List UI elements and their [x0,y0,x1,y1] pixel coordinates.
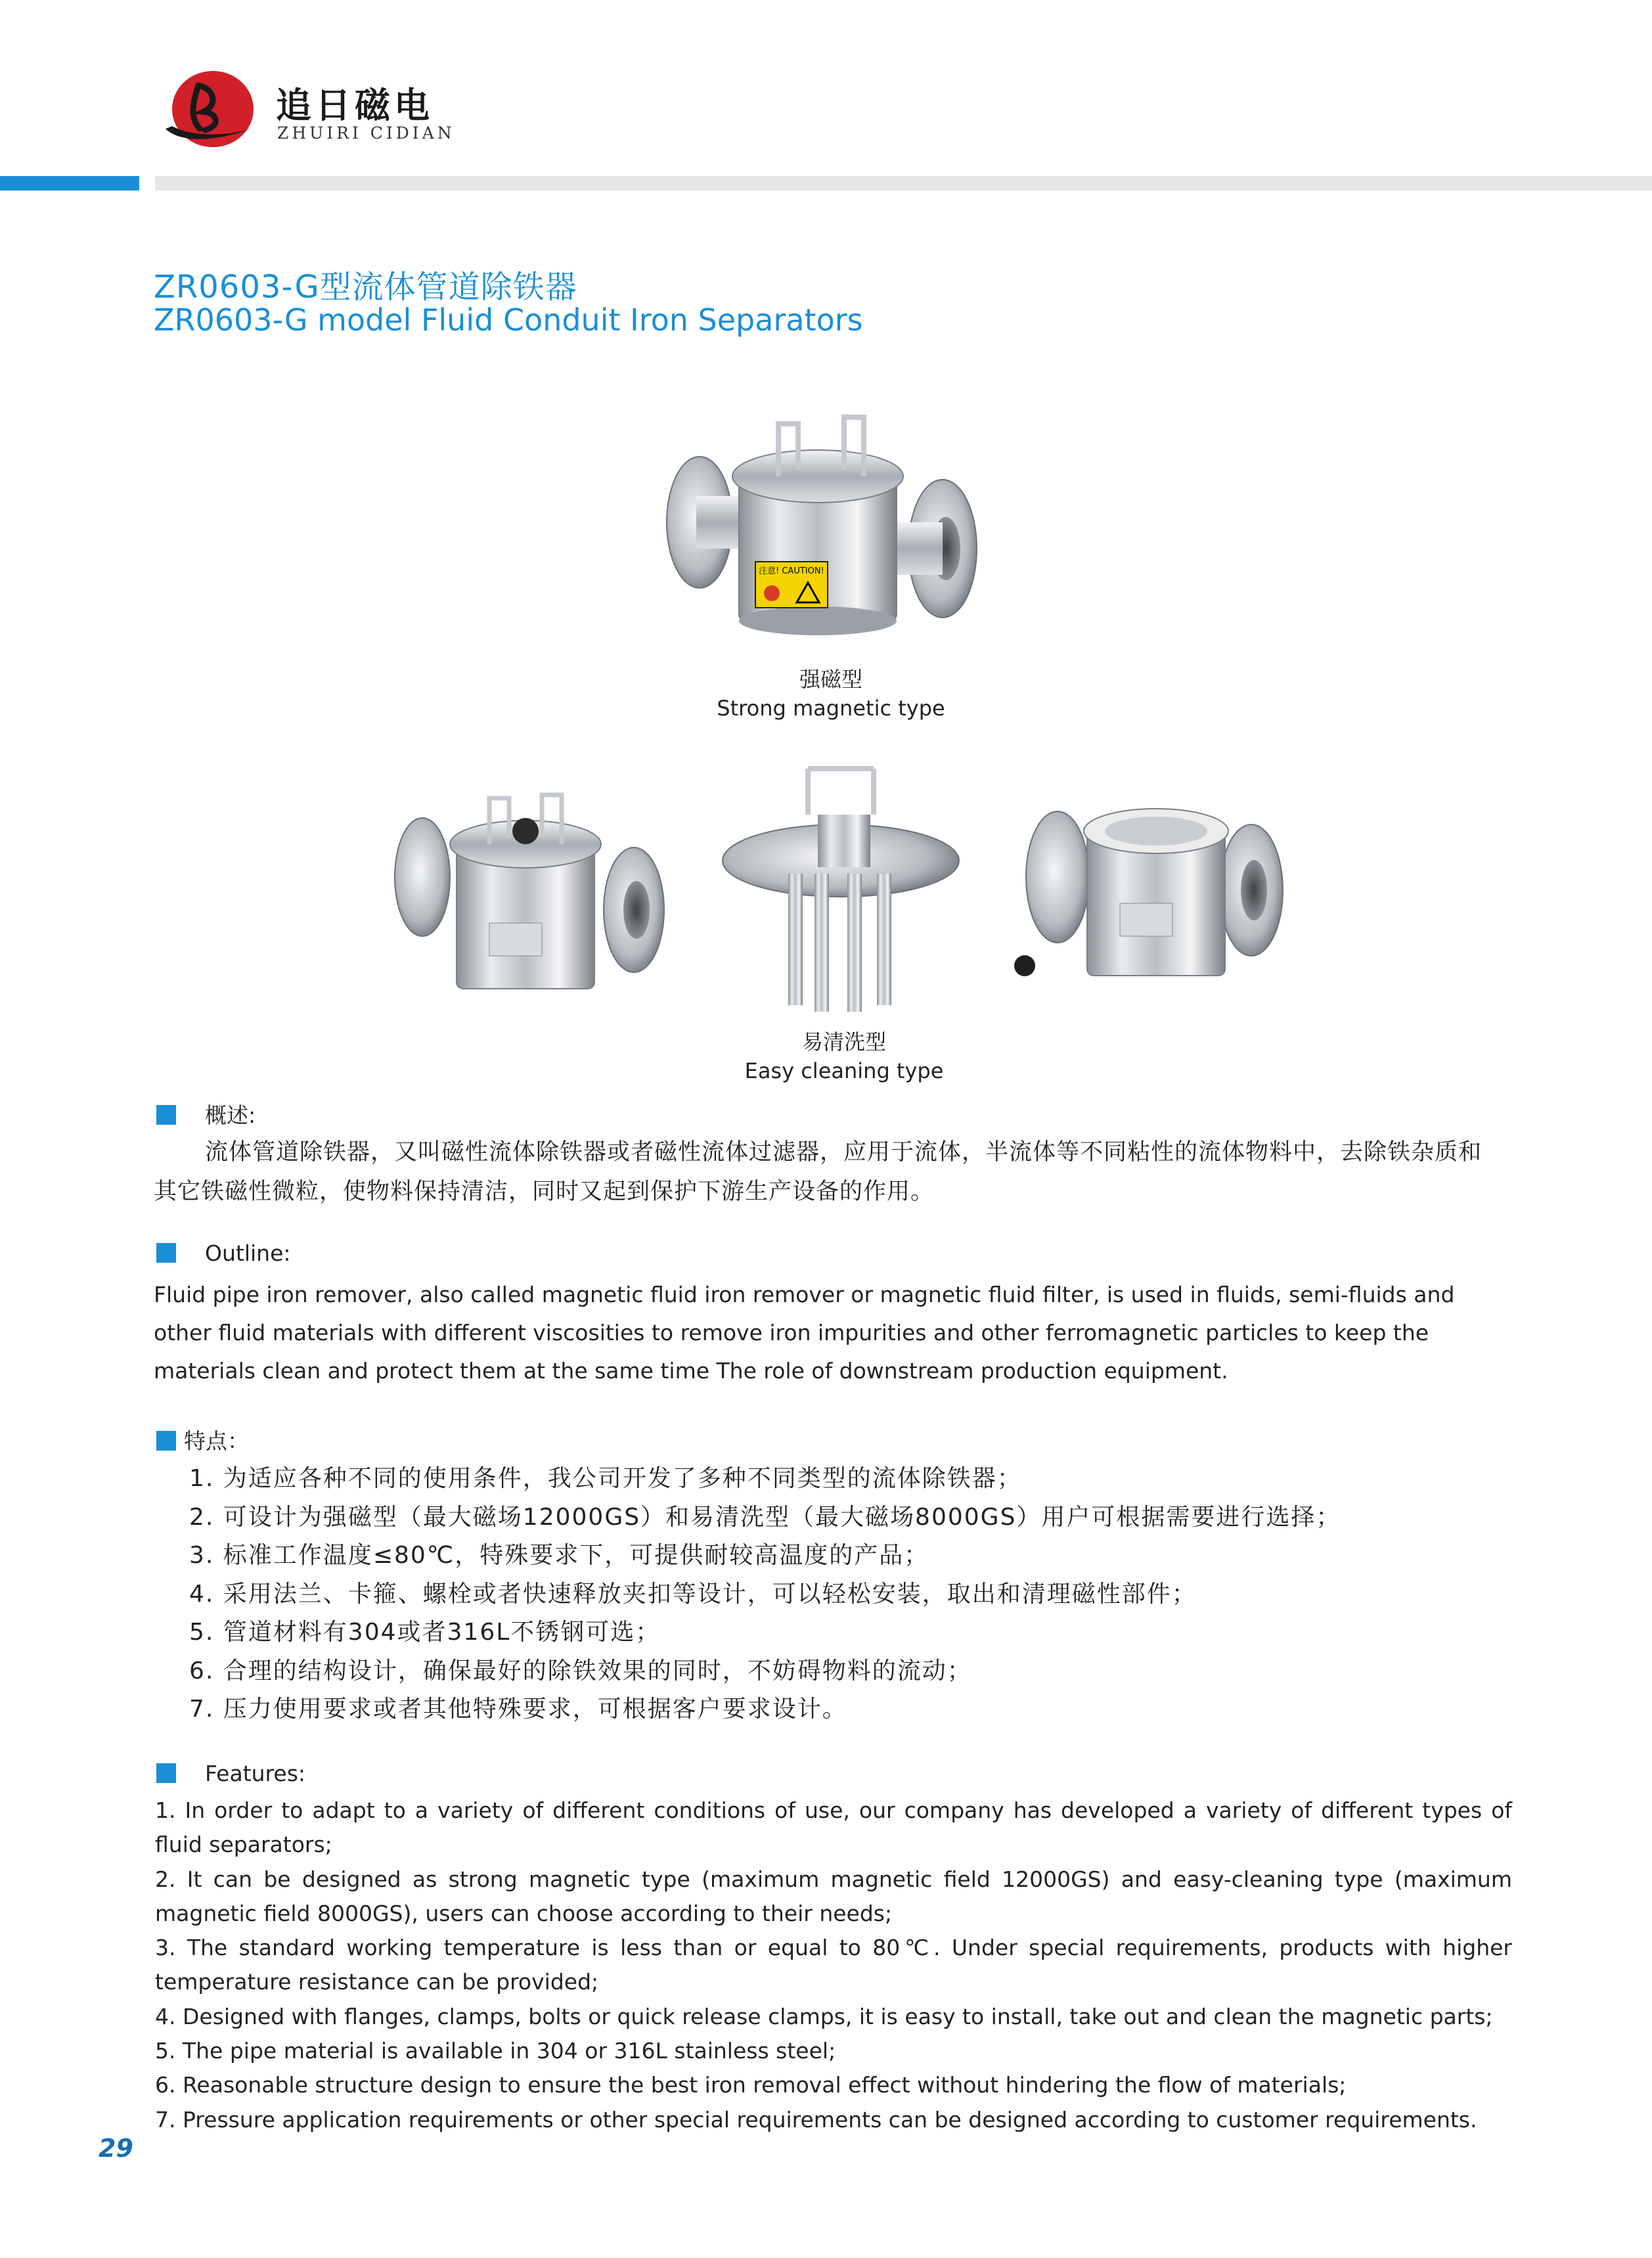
header-accent-bar [0,176,139,191]
brand-name-en: ZHUIRI CIDIAN [277,124,455,143]
caption-strong-magnetic [660,665,1002,723]
magnet-warning-icon [764,585,780,601]
page-title-en: ZR0603-G model Fluid Conduit Iron Separators [154,302,863,338]
bullet-square-icon [156,1105,176,1125]
product-photo-strong-magnetic [660,397,982,647]
product-photo-easy-cleaning-3 [1008,792,1284,1008]
bullet-square-icon [156,1243,176,1263]
list-item: 5. 管道材料有304或者316L不锈钢可选； [189,1619,661,1646]
list-item: 3. 标准工作温度≤80℃，特殊要求下，可提供耐较高温度的产品； [189,1542,929,1569]
caption-easy-cleaning-en: Easy cleaning type [744,1058,944,1083]
bullet-square-icon [156,1431,176,1451]
outline-text: Fluid pipe iron remover, also called magnetic fluid iron remover or magnetic fluid filter, is used in fluids, semi-fluids and other fluid materials with different viscosities to remove iron impurities and other ferromagnetic particles to keep the materials clean and protect them at the same time The role of downstream production equipment. [154,1282,1455,1384]
features-en-list [155,1794,1512,2137]
list-item: 1. In order to adapt to a variety of different conditions of use, our company has developed a variety of different types of fluid separators; [155,1797,1512,1858]
list-item: 6. Reasonable structure design to ensure the best iron removal effect without hindering the flow of materials; [155,2072,1347,2098]
list-item: 3. The standard working temperature is less than or equal to 80℃. Under special requirements, products with higher temperature resistance can be provided; [155,1935,1512,1995]
list-item: 2. 可设计为强磁型（最大磁场12000GS）和易清洗型（最大磁场8000GS）用户可根据需要进行选择； [189,1503,1341,1531]
overview-heading: 概述: [156,1098,256,1129]
caption-strong-magnetic-en: Strong magnetic type [717,696,945,721]
overview-text: 流体管道除铁器，又叫磁性流体除铁器或者磁性流体过滤器，应用于流体，半流体等不同粘性的流体物料中，去除铁杂质和其它铁磁性微粒，使物料保持清洁，同时又起到保护下游生产设备的作用。 [154,1139,1483,1205]
list-item: 7. Pressure application requirements or other special requirements can be designed according to customer requirements. [155,2106,1477,2133]
caution-label-text: 注意! CAUTION! [759,566,824,576]
brand-name-cn: 追日磁电 [276,85,434,126]
list-item: 4. 采用法兰、卡箍、螺栓或者快速释放夹扣等设计，可以轻松安装，取出和清理磁性部件； [189,1580,1197,1608]
list-item: 1. 为适应各种不同的使用条件，我公司开发了多种不同类型的流体除铁器； [189,1465,1022,1492]
list-item: 6. 合理的结构设计，确保最好的除铁效果的同时，不妨碍物料的流动； [189,1657,972,1684]
caption-strong-magnetic-cn: 强磁型 [799,667,862,692]
features-cn-heading: 特点： [156,1424,249,1455]
features-cn-list [189,1460,1341,1729]
list-item: 7. 压力使用要求或者其他特殊要求，可根据客户要求设计。 [189,1696,847,1723]
list-item: 2. It can be designed as strong magnetic type (maximum magnetic field 12000GS) and easy-cleaning type (maximum magnetic field 8000GS), users can choose according to their needs; [155,1866,1512,1926]
caption-easy-cleaning [660,1027,1028,1085]
features-en-heading: Features: [156,1761,305,1786]
product-photo-easy-cleaning-2 [719,762,962,1012]
product-photo-easy-cleaning-1 [391,785,667,1002]
header-divider-bar [155,176,1652,191]
page-title-cn: ZR0603-G型流体管道除铁器 [154,269,577,305]
company-logo [152,66,271,151]
outline-heading: Outline: [156,1240,291,1266]
bullet-square-icon [156,1763,176,1783]
list-item: 5. The pipe material is available in 304 or 316L stainless steel; [155,2038,836,2064]
page-number: 29 [99,2134,133,2163]
caption-easy-cleaning-cn: 易清洗型 [801,1029,886,1054]
list-item: 4. Designed with flanges, clamps, bolts or quick release clamps, it is easy to install, take out and clean the magnetic parts; [155,2003,1493,2029]
